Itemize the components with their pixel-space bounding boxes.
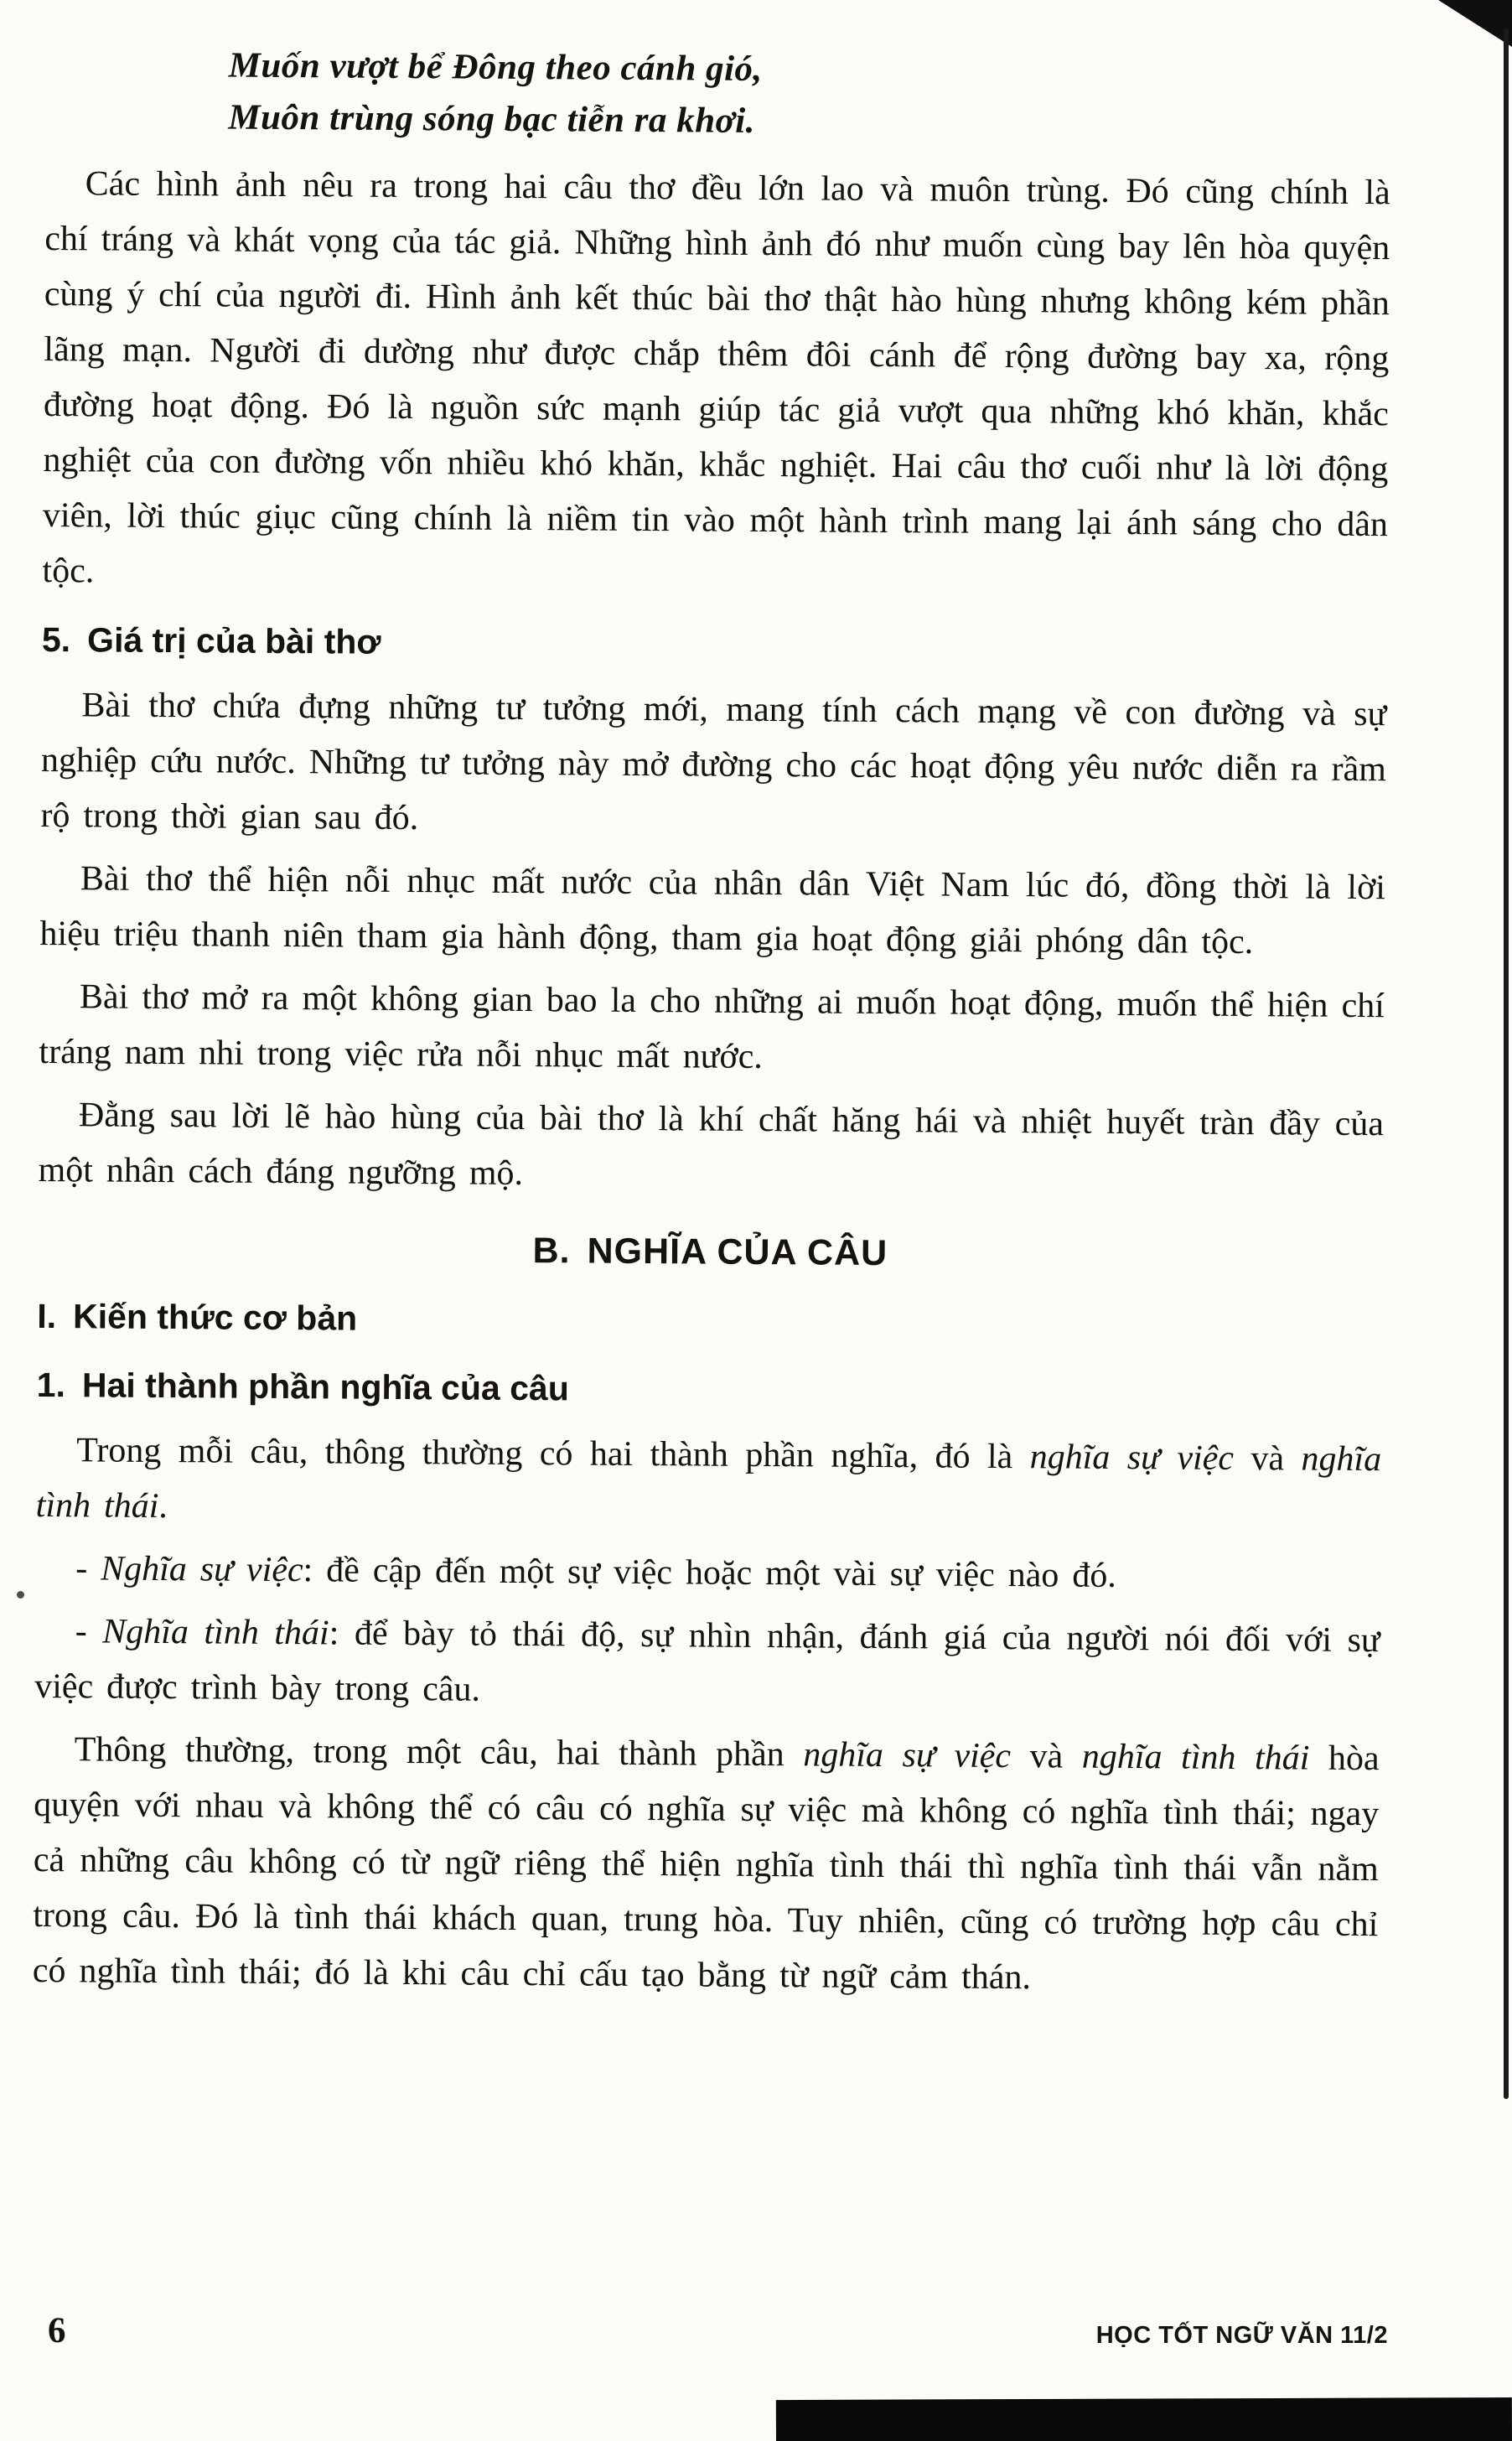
page-content bbox=[33, 34, 1391, 2015]
scan-edge-stripe bbox=[1504, 29, 1509, 2099]
paragraph-value-space: Bài thơ mở ra một không gian bao la cho những ai muốn hoạt động, muốn thể hiện chí tráng nam nhi trong việc rửa nỗi nhục mất nước. bbox=[39, 977, 1385, 1076]
heading-number: 1. bbox=[36, 1365, 66, 1405]
paragraph-nghia-tinh-thai: - Nghĩa tình thái: để bày tỏ thái độ, sự nhìn nhận, đánh giá của người nói đối với sự việc được trình bày trong câu. bbox=[34, 1612, 1380, 1709]
heading-number: I. bbox=[37, 1296, 57, 1336]
paragraph-value-call: Bài thơ thể hiện nỗi nhục mất nước của nhân dân Việt Nam lúc đó, đồng thời là lời hiệu triệu thanh niên tham gia hành động, tham gia hoạt động giải phóng dân tộc. bbox=[39, 859, 1386, 962]
heading-basic-knowledge bbox=[37, 1288, 1382, 1353]
heading-text: Hai thành phần nghĩa của câu bbox=[81, 1366, 570, 1408]
heading-poem-value bbox=[42, 612, 1387, 676]
page-number: 6 bbox=[48, 2311, 66, 2350]
paragraph-meaning-intro: Trong mỗi câu, thông thường có hai thành phần nghĩa, đó là nghĩa sự việc và nghĩa tình thái. bbox=[35, 1431, 1382, 1526]
paragraph-nghia-su-viec: - Nghĩa sự việc: đề cập đến một sự việc hoặc một vài sự việc nào đó. bbox=[75, 1549, 1117, 1595]
poem-line: Muốn vượt bể Đông theo cánh gió, bbox=[228, 45, 763, 89]
heading-text: Giá trị của bài thơ bbox=[86, 620, 381, 661]
heading-two-meaning-components bbox=[37, 1357, 1382, 1422]
section-letter: B. bbox=[532, 1231, 571, 1272]
section-title-text: NGHĨA CỦA CÂU bbox=[587, 1231, 888, 1274]
heading-number: 5. bbox=[41, 619, 71, 660]
poem-quote bbox=[228, 40, 1391, 153]
paragraph-poem-imagery: Các hình ảnh nêu ra trong hai câu thơ đều lớn lao và muôn trùng. Đó cũng chính là chí tráng và khát vọng của tác giả. Những hình ảnh đó như muốn cùng bay lên hòa quyện cùng ý chí của người đi. Hình ảnh kết thúc bài thơ thật hào hùng nhưng không kém phần lãng mạn. Người đi dường như được chắp thêm đôi cánh để rộng đường bay xa, rộng đường hoạt động. Đó là nguồn sức mạnh giúp tác giả vượt qua những khó khăn, khắc nghiệt của con đường vốn nhiều khó khăn, khắc nghiệt. Hai câu thơ cuối như là lời động viên, lời thúc giục cũng chính là niềm tin vào một hành trình mang lại ánh sáng cho dân tộc. bbox=[42, 164, 1390, 591]
poem-line: Muôn trùng sóng bạc tiễn ra khơi. bbox=[228, 97, 756, 141]
paragraph-value-ideas: Bài thơ chứa đựng những tư tưởng mới, mang tính cách mạng về con đường và sự nghiệp cứu nước. Những tư tưởng này mở đường cho các hoạt động yêu nước diễn ra rầm rộ trong thời gian sau đó. bbox=[40, 686, 1387, 838]
paragraph-value-spirit: Đằng sau lời lẽ hào hùng của bài thơ là khí chất hăng hái và nhiệt huyết tràn đầy của một nhân cách đáng ngưỡng mộ. bbox=[38, 1096, 1385, 1194]
heading-text: Kiến thức cơ bản bbox=[72, 1297, 358, 1338]
scan-corner-mark bbox=[1438, 0, 1512, 47]
scan-bottom-bar bbox=[776, 2397, 1512, 2441]
section-title-nghia-cua-cau bbox=[38, 1220, 1383, 1284]
running-title: HỌC TỐT NGỮ VĂN 11/2 bbox=[1095, 2322, 1388, 2349]
paragraph-meaning-relation: Thông thường, trong một câu, hai thành phần nghĩa sự việc và nghĩa tình thái hòa quyện với nhau và không thể có câu có nghĩa sự việc mà không có nghĩa tình thái; ngay cả những câu không có từ ngữ riêng thể hiện nghĩa tình thái thì nghĩa tình thái vẫn nằm trong câu. Đó là tình thái khách quan, trung hòa. Tuy nhiên, cũng có trường hợp câu chỉ có nghĩa tình thái; đó là khi câu chỉ cấu tạo bằng từ ngữ cảm thán. bbox=[32, 1730, 1380, 1998]
scan-speck bbox=[17, 1591, 24, 1599]
